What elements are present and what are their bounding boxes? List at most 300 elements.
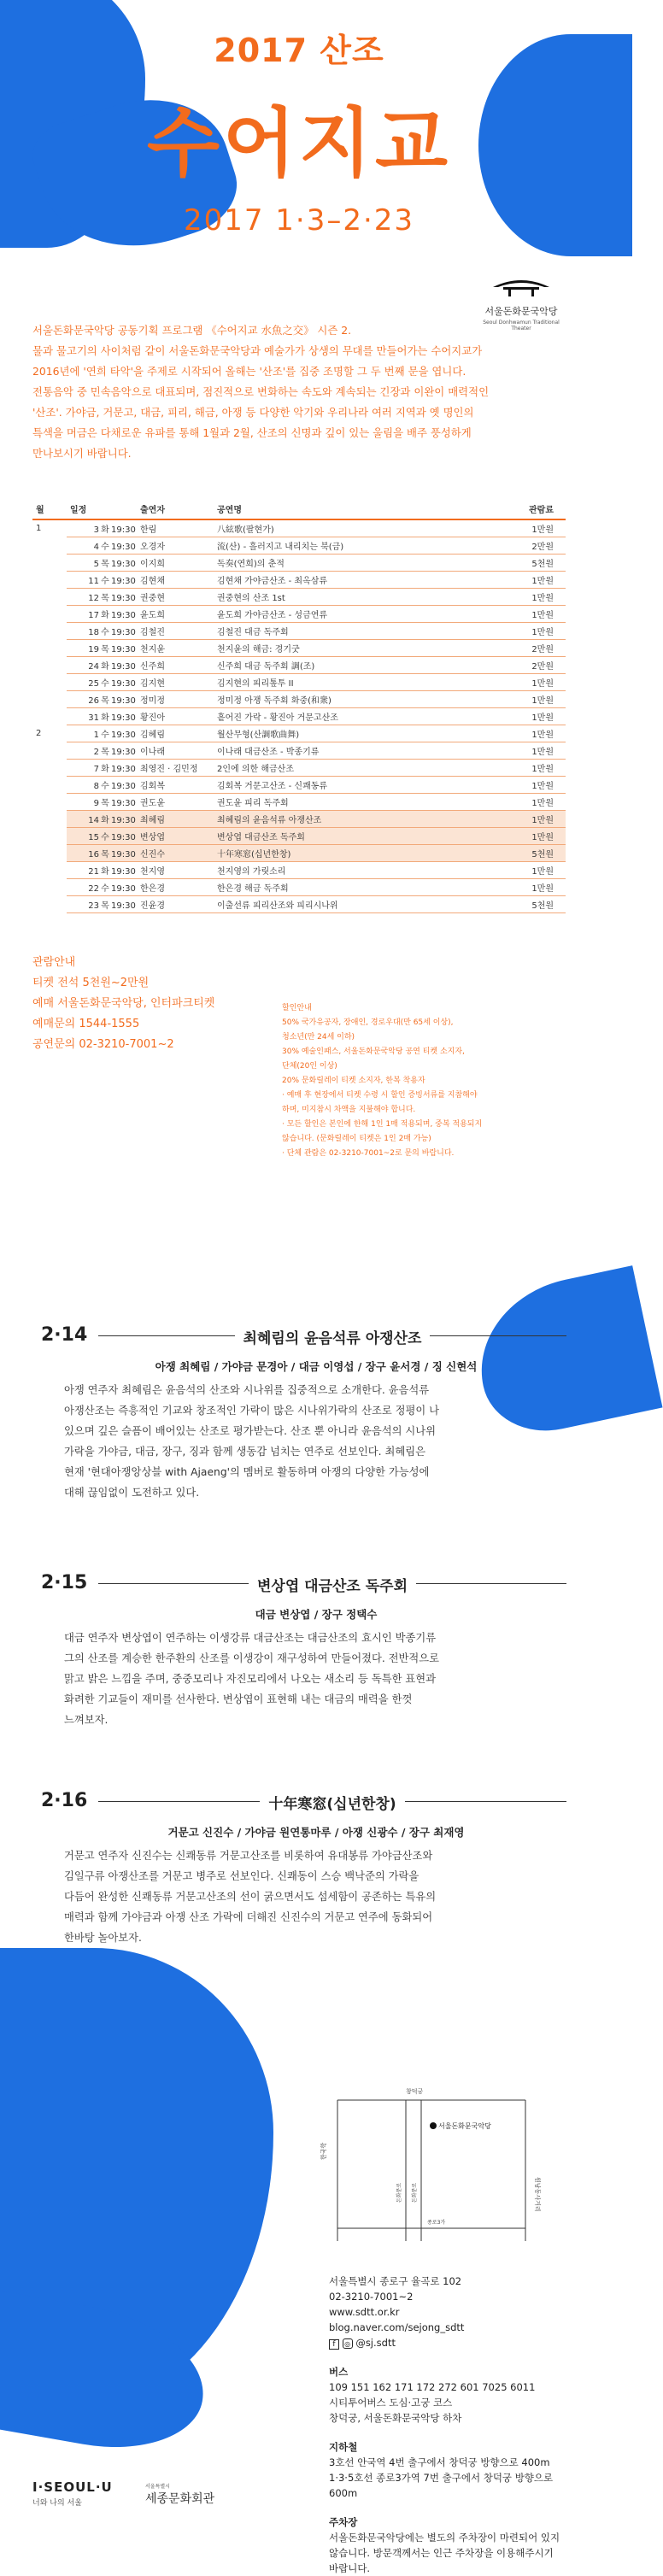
table-row xyxy=(32,793,566,810)
spacer xyxy=(329,2501,577,2514)
date-day: 31 xyxy=(88,713,99,723)
discount-line: · 모든 할인은 본인에 한해 1인 1매 적용되며, 중복 적용되지 xyxy=(282,1120,483,1129)
date-cell xyxy=(67,554,137,571)
month-cell xyxy=(32,673,67,690)
subway-line: 1·3·5호선 종로3가역 7번 출구에서 창덕궁 방향으로 600m xyxy=(329,2472,554,2499)
date-weekday: 화 xyxy=(101,764,109,774)
schedule-table xyxy=(32,502,566,913)
fee-cell: 2만원 xyxy=(470,656,566,673)
table-row xyxy=(32,571,566,588)
section-title xyxy=(98,1792,566,1813)
ticket-info-line: 예매문의 1544-1555 xyxy=(32,1018,140,1030)
section-line: 맑고 밝은 느낌을 주며, 중중모리나 자진모리에서 나오는 새소리 등 독특한 표현과 xyxy=(64,1673,436,1685)
blog-link[interactable]: blog.naver.com/sejong_sdtt xyxy=(329,2321,465,2333)
performer-cell: 한은경 xyxy=(137,878,214,895)
discount-line: 청소년(만 24세 이하) xyxy=(282,1033,355,1042)
section-credits: 거문고 신진수 / 가야금 원연통마루 / 아쟁 신광수 / 장구 최재영 xyxy=(167,1826,465,1839)
fee-cell: 1만원 xyxy=(470,571,566,588)
performer-cell: 진윤경 xyxy=(137,895,214,912)
date-day: 9 xyxy=(93,798,99,808)
date-time: 19:30 xyxy=(111,849,136,860)
ticket-info xyxy=(32,953,289,1055)
section-line: 가락을 가야금, 대금, 장구, 징과 함께 생동감 넘치는 연주로 선보인다. 최혜림은 xyxy=(64,1446,425,1458)
fee-cell: 1만원 xyxy=(470,588,566,605)
program-cell: 十年寒窓(십년한창) xyxy=(214,844,470,861)
program-cell: 천지영의 가릿소리 xyxy=(214,861,470,878)
table-row xyxy=(32,844,566,861)
table-row xyxy=(32,878,566,895)
fee-cell: 1만원 xyxy=(470,519,566,537)
spacer xyxy=(329,2426,577,2439)
seoul-logo-text: I·SEOUL·U xyxy=(32,2479,113,2495)
spacer xyxy=(329,2350,577,2364)
performer-cell: 이나래 xyxy=(137,742,214,759)
program-cell: 정미정 아쟁 독주회 화중(和衆) xyxy=(214,690,470,707)
program-cell: 김회복 거문고산조 - 신쾌동류 xyxy=(214,776,470,793)
discount-line: 하며, 미지참시 차액을 지불해야 합니다. xyxy=(282,1106,416,1114)
performer-cell: 권도윤 xyxy=(137,793,214,810)
section-line: 한바탕 놀아보자. xyxy=(64,1932,142,1944)
date-time: 19:30 xyxy=(111,747,136,757)
theater-logo-en: Seoul Donhwamun Traditional Theater xyxy=(483,320,560,332)
date-day: 21 xyxy=(88,866,99,877)
program-cell: 이출선류 피리산조와 피리시나위 xyxy=(214,895,470,912)
section-body xyxy=(64,1380,568,1503)
month-cell xyxy=(32,537,67,554)
month-cell xyxy=(32,690,67,707)
section-line: 김일구류 아쟁산조를 거문고 병주로 선보인다. 신쾌동이 스승 백낙준의 가락을 xyxy=(64,1870,420,1882)
table-row xyxy=(32,707,566,725)
table-row xyxy=(32,742,566,759)
program-cell: 한은경 해금 독주회 xyxy=(214,878,470,895)
date-weekday: 화 xyxy=(101,525,109,535)
month-cell xyxy=(32,605,67,622)
program-cell: 김지현의 피리톺투 II xyxy=(214,673,470,690)
performer-cell: 윤도희 xyxy=(137,605,214,622)
date-weekday: 화 xyxy=(101,661,109,672)
date-time: 19:30 xyxy=(111,781,136,791)
month-cell xyxy=(32,554,67,571)
date-cell xyxy=(67,656,137,673)
section-body xyxy=(64,1628,568,1730)
date-weekday: 목 xyxy=(101,695,109,706)
month-cell xyxy=(32,639,67,656)
date-time: 19:30 xyxy=(111,713,136,723)
section-title xyxy=(98,1574,566,1595)
date-weekday: 화 xyxy=(101,713,109,723)
date-weekday: 목 xyxy=(101,747,109,757)
parking-line: 않습니다. 방문객께서는 인근 주차장을 이용해주시기 xyxy=(329,2547,554,2559)
section-date: 2·15 xyxy=(41,1572,88,1593)
roof-icon xyxy=(491,272,551,297)
program-cell: 2인에 의한 해금산조 xyxy=(214,759,470,776)
section-line: 화려한 기교들이 재미를 선사한다. 변상엽이 표현해 내는 대금의 매력을 한껏 xyxy=(64,1693,413,1705)
performer-cell: 이지희 xyxy=(137,554,214,571)
section-line: 대금 연주자 변상엽이 연주하는 이생강류 대금산조는 대금산조의 효시인 박종기류 xyxy=(64,1632,437,1644)
section-date: 2·14 xyxy=(41,1324,88,1346)
intro-text xyxy=(32,320,566,464)
month-cell xyxy=(32,827,67,844)
date-day: 16 xyxy=(88,849,99,860)
fee-cell: 1만원 xyxy=(470,759,566,776)
date-day: 18 xyxy=(88,627,99,637)
sns-handle[interactable]: @sj.sdtt xyxy=(355,2337,396,2349)
discount-line: 않습니다. (문화릴레이 티켓은 1인 2매 가능) xyxy=(282,1135,431,1143)
program-cell: 김철진 대금 독주회 xyxy=(214,622,470,639)
bus-line: 109 151 162 171 172 272 601 7025 6011 xyxy=(329,2381,536,2393)
bus-line: 시티투어버스 도심·고궁 코스 xyxy=(329,2397,453,2409)
parking-heading: 주차장 xyxy=(329,2516,358,2528)
map-label-marker: 서울돈화문국악당 xyxy=(438,2122,491,2130)
date-cell xyxy=(67,844,137,861)
date-time: 19:30 xyxy=(111,764,136,774)
table-row xyxy=(32,759,566,776)
intro-line: 만나보시기 바랍니다. xyxy=(32,447,132,460)
performer-cell: 한림 xyxy=(137,519,214,537)
program-cell: 권중현의 산조 1st xyxy=(214,588,470,605)
date-day: 3 xyxy=(93,525,99,535)
date-time: 19:30 xyxy=(111,644,136,654)
date-cell xyxy=(67,759,137,776)
date-day: 24 xyxy=(88,661,99,672)
intro-line: 전통음악 중 민속음악으로 대표되며, 점진적으로 변화하는 속도와 계속되는 긴장과 이완이 매력적인 xyxy=(32,385,490,398)
performer-cell: 오경자 xyxy=(137,537,214,554)
month-cell xyxy=(32,742,67,759)
date-cell xyxy=(67,742,137,759)
sejong-logo xyxy=(145,2482,273,2507)
contact-info xyxy=(329,2274,577,2576)
map-label-right: 원남동사거리 xyxy=(534,2177,541,2212)
date-day: 19 xyxy=(88,644,99,654)
sejong-logo-small: 서울특별시 xyxy=(145,2484,170,2490)
table-row xyxy=(32,554,566,571)
date-cell xyxy=(67,690,137,707)
date-time: 19:30 xyxy=(111,627,136,637)
section-line: 느껴보자. xyxy=(64,1714,109,1726)
date-cell xyxy=(67,878,137,895)
date-cell xyxy=(67,776,137,793)
fee-cell: 5천원 xyxy=(470,844,566,861)
date-day: 17 xyxy=(88,610,99,620)
performer-cell: 김현채 xyxy=(137,571,214,588)
fee-cell: 1만원 xyxy=(470,776,566,793)
section-credits: 대금 변상엽 / 장구 정택수 xyxy=(255,1608,378,1621)
performer-cell: 김회복 xyxy=(137,776,214,793)
date-time: 19:30 xyxy=(111,661,136,672)
ticket-info-line: 예매 서울돈화문국악당, 인터파크티켓 xyxy=(32,997,215,1010)
parking-line: 바랍니다. xyxy=(329,2562,371,2574)
map-marker-icon xyxy=(430,2122,437,2129)
date-day: 11 xyxy=(88,576,99,586)
table-row xyxy=(32,827,566,844)
performer-cell: 권중현 xyxy=(137,588,214,605)
program-cell: 독奏(연희)의 춘적 xyxy=(214,554,470,571)
date-weekday: 화 xyxy=(101,866,109,877)
section-line: 아쟁 연주자 최혜림은 윤음석의 산조와 시나위를 집중적으로 소개한다. 윤음석류 xyxy=(64,1384,430,1396)
seoul-logo-sub: 너와 나의 서울 xyxy=(32,2499,82,2508)
program-cell: 최혜림의 윤음석류 아쟁산조 xyxy=(214,810,470,827)
date-cell xyxy=(67,810,137,827)
month-cell xyxy=(32,588,67,605)
performer-cell: 김철진 xyxy=(137,622,214,639)
date-weekday: 화 xyxy=(101,815,109,825)
fee-cell: 5천원 xyxy=(470,895,566,912)
date-time: 19:30 xyxy=(111,542,136,552)
section-title-text: 十年寒窓(십년한창) xyxy=(260,1796,404,1813)
date-cell xyxy=(67,827,137,844)
date-time: 19:30 xyxy=(111,866,136,877)
date-weekday: 수 xyxy=(101,730,109,740)
header-program: 공연명 xyxy=(214,502,470,519)
month-cell xyxy=(32,878,67,895)
month-cell xyxy=(32,810,67,827)
program-cell: 윤도희 가야금산조 - 성금연류 xyxy=(214,605,470,622)
date-time: 19:30 xyxy=(111,610,136,620)
month-cell xyxy=(32,707,67,725)
table-row xyxy=(32,639,566,656)
program-cell: 월산무형(산調歌曲舞) xyxy=(214,725,470,742)
table-row xyxy=(32,588,566,605)
intro-line: 물과 물고기의 사이처럼 같이 서울돈화문국악당과 예술가가 상생의 무대를 만들어가는 수어지교가 xyxy=(32,344,483,357)
date-weekday: 수 xyxy=(101,678,109,689)
ticket-info-line: 티켓 전석 5천원~2만원 xyxy=(32,977,150,989)
date-day: 14 xyxy=(88,815,99,825)
map-label-left: 한국학 xyxy=(320,2142,327,2160)
date-weekday: 수 xyxy=(101,781,109,791)
table-row xyxy=(32,605,566,622)
table-row xyxy=(32,776,566,793)
location-map xyxy=(320,2083,543,2241)
date-time: 19:30 xyxy=(111,593,136,603)
table-row xyxy=(32,895,566,912)
date-day: 12 xyxy=(88,593,99,603)
performer-cell: 신주희 xyxy=(137,656,214,673)
date-time: 19:30 xyxy=(111,832,136,842)
section-line: 아쟁산조는 즉흥적인 기교와 창조적인 가락이 많은 시나위가락의 산조로 정평이 나 xyxy=(64,1405,440,1417)
seoul-logo xyxy=(32,2479,152,2508)
section-line: 대해 끊임없이 도전하고 있다. xyxy=(64,1487,200,1499)
discount-line: · 예매 후 현장에서 티켓 수령 시 할인 증빙서류를 지참해야 xyxy=(282,1091,478,1100)
performer-cell: 천지영 xyxy=(137,861,214,878)
section-line: 거문고 연주자 신진수는 신쾌동류 거문고산조를 비롯하여 유대봉류 가야금산조와 xyxy=(64,1850,433,1862)
page-title: 수어지교 xyxy=(146,99,452,187)
table-row xyxy=(32,725,566,742)
date-time: 19:30 xyxy=(111,815,136,825)
section-line: 있으며 깊은 슬픔이 배어있는 산조로 평가받는다. 산조 뿐 아니라 윤음석의 시나위 xyxy=(64,1425,436,1437)
date-weekday: 목 xyxy=(101,798,109,808)
address: 서울특별시 종로구 율곡로 102 xyxy=(329,2275,462,2287)
map-label-top: 창덕궁 xyxy=(406,2088,424,2095)
performer-cell: 정미정 xyxy=(137,690,214,707)
date-cell xyxy=(67,725,137,742)
table-header-row xyxy=(32,502,566,519)
program-cell: 흩어진 가락 - 황진아 거문고산조 xyxy=(214,707,470,725)
month-cell xyxy=(32,656,67,673)
section-body xyxy=(64,1845,568,1948)
section-line: 현재 '현대아쟁앙상블 with Ajaeng'의 멤버로 활동하며 아쟁의 다양한 가능성에 xyxy=(64,1466,430,1478)
section-title xyxy=(98,1326,566,1347)
month-cell: 2 xyxy=(36,728,42,738)
performer-cell: 천지윤 xyxy=(137,639,214,656)
date-day: 25 xyxy=(88,678,99,689)
program-cell: 流(산) - 흘러지고 내리치는 북(금) xyxy=(214,537,470,554)
date-time: 19:30 xyxy=(111,883,136,894)
date-weekday: 수 xyxy=(101,883,109,894)
title-dates: 2017 1·3–2·23 xyxy=(183,203,415,238)
sejong-logo-text: 세종문화회관 xyxy=(145,2492,215,2506)
header-date: 일정 xyxy=(67,502,137,519)
date-weekday: 목 xyxy=(101,644,109,654)
performer-cell: 최영진 · 김민정 xyxy=(137,759,214,776)
map-label-street: 돈화문로 xyxy=(412,2182,418,2203)
month-cell xyxy=(32,622,67,639)
section-line: 다듬어 완성한 신쾌동류 거문고산조의 선이 굵으면서도 섬세함이 공존하는 특유의 xyxy=(64,1891,437,1903)
date-cell xyxy=(67,793,137,810)
date-time: 19:30 xyxy=(111,695,136,706)
date-time: 19:30 xyxy=(111,525,136,535)
header-fee: 관람료 xyxy=(470,502,566,519)
program-cell: 신주희 대금 독주회 調(조) xyxy=(214,656,470,673)
fee-cell: 1만원 xyxy=(470,793,566,810)
date-cell xyxy=(67,605,137,622)
date-time: 19:30 xyxy=(111,678,136,689)
date-day: 4 xyxy=(93,542,99,552)
fee-cell: 1만원 xyxy=(470,605,566,622)
fee-cell: 1만원 xyxy=(470,707,566,725)
performer-cell: 최혜림 xyxy=(137,810,214,827)
program-cell: 이나래 대금산조 - 박종기류 xyxy=(214,742,470,759)
fee-cell: 1만원 xyxy=(470,690,566,707)
discount-line: 30% 예술인패스, 서울돈화문국악당 공연 티켓 소지자, xyxy=(282,1047,465,1056)
performer-cell: 김지현 xyxy=(137,673,214,690)
date-cell xyxy=(67,571,137,588)
date-day: 7 xyxy=(93,764,99,774)
date-day: 8 xyxy=(93,781,99,791)
date-time: 19:30 xyxy=(111,730,136,740)
date-weekday: 목 xyxy=(101,593,109,603)
program-cell: 천지윤의 해금: 경기굿 xyxy=(214,639,470,656)
date-weekday: 수 xyxy=(101,576,109,586)
date-day: 1 xyxy=(93,730,99,740)
ticket-info-heading: 관람안내 xyxy=(32,956,76,969)
title-year: 2017 산조 xyxy=(214,32,384,69)
table-row xyxy=(32,810,566,827)
date-weekday: 수 xyxy=(101,832,109,842)
date-cell xyxy=(67,519,137,537)
performer-cell: 신진수 xyxy=(137,844,214,861)
month-cell xyxy=(32,776,67,793)
table-row xyxy=(32,673,566,690)
date-cell xyxy=(67,895,137,912)
date-weekday: 수 xyxy=(101,627,109,637)
program-cell: 八絃歌(팔현가) xyxy=(214,519,470,537)
section-line: 매력과 함께 가야금과 아쟁 산조 가락에 더해진 신진수의 거문고 연주에 동화되어 xyxy=(64,1911,433,1923)
schedule-body xyxy=(32,519,566,912)
subway-heading: 지하철 xyxy=(329,2441,358,2453)
date-day: 26 xyxy=(88,695,99,706)
map-label-street: 돈화문로 xyxy=(396,2182,402,2203)
discount-heading: 할인안내 xyxy=(282,1004,312,1012)
facebook-icon[interactable]: f xyxy=(329,2339,339,2350)
month-cell: 1 xyxy=(36,524,42,533)
section-title-text: 변상엽 대금산조 독주회 xyxy=(249,1578,416,1595)
section-title-text: 최혜림의 윤음석류 아쟁산조 xyxy=(235,1330,431,1347)
bus-heading: 버스 xyxy=(329,2366,349,2378)
date-weekday: 목 xyxy=(101,559,109,569)
date-day: 23 xyxy=(88,901,99,911)
instagram-icon[interactable]: ◎ xyxy=(343,2338,353,2349)
program-cell: 김현채 가야금산조 - 최옥삼류 xyxy=(214,571,470,588)
month-cell xyxy=(32,895,67,912)
fee-cell: 1만원 xyxy=(470,725,566,742)
table-row xyxy=(32,690,566,707)
month-cell xyxy=(32,759,67,776)
discount-line: 단체(20인 이상) xyxy=(282,1062,337,1071)
intro-line: '산조'. 가야금, 거문고, 대금, 피리, 해금, 아쟁 등 다양한 악기와 우리나라 여러 지역과 옛 명인의 xyxy=(32,406,474,419)
date-cell xyxy=(67,622,137,639)
date-time: 19:30 xyxy=(111,576,136,586)
date-cell xyxy=(67,639,137,656)
fee-cell: 1만원 xyxy=(470,827,566,844)
fee-cell: 1만원 xyxy=(470,673,566,690)
fee-cell: 2만원 xyxy=(470,537,566,554)
discount-line: · 단체 관람은 02-3210-7001~2로 문의 바랍니다. xyxy=(282,1149,455,1158)
date-time: 19:30 xyxy=(111,559,136,569)
date-time: 19:30 xyxy=(111,798,136,808)
program-cell: 변상엽 대금산조 독주회 xyxy=(214,827,470,844)
theater-logo-kr: 서울돈화문국악당 xyxy=(484,306,558,317)
date-cell xyxy=(67,588,137,605)
section-line: 그의 산조를 계승한 한주환의 산조를 이생강이 재구성하여 만들어졌다. 전반적으로 xyxy=(64,1652,440,1664)
table-row xyxy=(32,622,566,639)
performer-cell: 김혜림 xyxy=(137,725,214,742)
website-link[interactable]: www.sdtt.or.kr xyxy=(329,2306,400,2318)
header-month: 월 xyxy=(32,502,67,519)
ticket-info-line: 공연문의 02-3210-7001~2 xyxy=(32,1038,174,1051)
date-cell xyxy=(67,673,137,690)
sns-row xyxy=(329,2335,577,2350)
header-performer: 출연자 xyxy=(137,502,214,519)
section-credits: 아쟁 최혜림 / 가야금 문경아 / 대금 이영섭 / 장구 윤서경 / 징 신현석 xyxy=(155,1360,478,1373)
month-cell xyxy=(32,844,67,861)
fee-cell: 2만원 xyxy=(470,639,566,656)
date-weekday: 목 xyxy=(101,901,109,911)
fee-cell: 1만원 xyxy=(470,861,566,878)
intro-line: 2016년에 '연희 타악'을 주제로 시작되어 올해는 '산조'를 집중 조명할 그 두 번째 문을 엽니다. xyxy=(32,365,466,378)
date-day: 15 xyxy=(88,832,99,842)
phone: 02-3210-7001~2 xyxy=(329,2291,414,2303)
month-cell xyxy=(32,861,67,878)
table-row xyxy=(32,656,566,673)
table-row xyxy=(32,519,566,537)
fee-cell: 5천원 xyxy=(470,554,566,571)
parking-line: 서울돈화문국악당에는 별도의 주차장이 마련되어 있지 xyxy=(329,2532,560,2544)
table-row xyxy=(32,537,566,554)
date-weekday: 화 xyxy=(101,610,109,620)
performer-cell: 변상엽 xyxy=(137,827,214,844)
date-day: 5 xyxy=(93,559,99,569)
date-day: 2 xyxy=(93,747,99,757)
map-label-bottom: 종로3가 xyxy=(427,2220,446,2226)
date-cell xyxy=(67,537,137,554)
fee-cell: 1만원 xyxy=(470,810,566,827)
performer-cell: 황진아 xyxy=(137,707,214,725)
section-date: 2·16 xyxy=(41,1790,88,1811)
intro-line: 특색을 머금은 다채로운 유파를 통해 1월과 2월, 산조의 신명과 깊이 있는 울림을 배주 풍성하게 xyxy=(32,426,472,439)
subway-line: 3호선 안국역 4번 출구에서 창덕궁 방향으로 400m xyxy=(329,2456,550,2468)
discount-info xyxy=(282,1001,487,1161)
program-cell: 권도윤 피리 독주회 xyxy=(214,793,470,810)
